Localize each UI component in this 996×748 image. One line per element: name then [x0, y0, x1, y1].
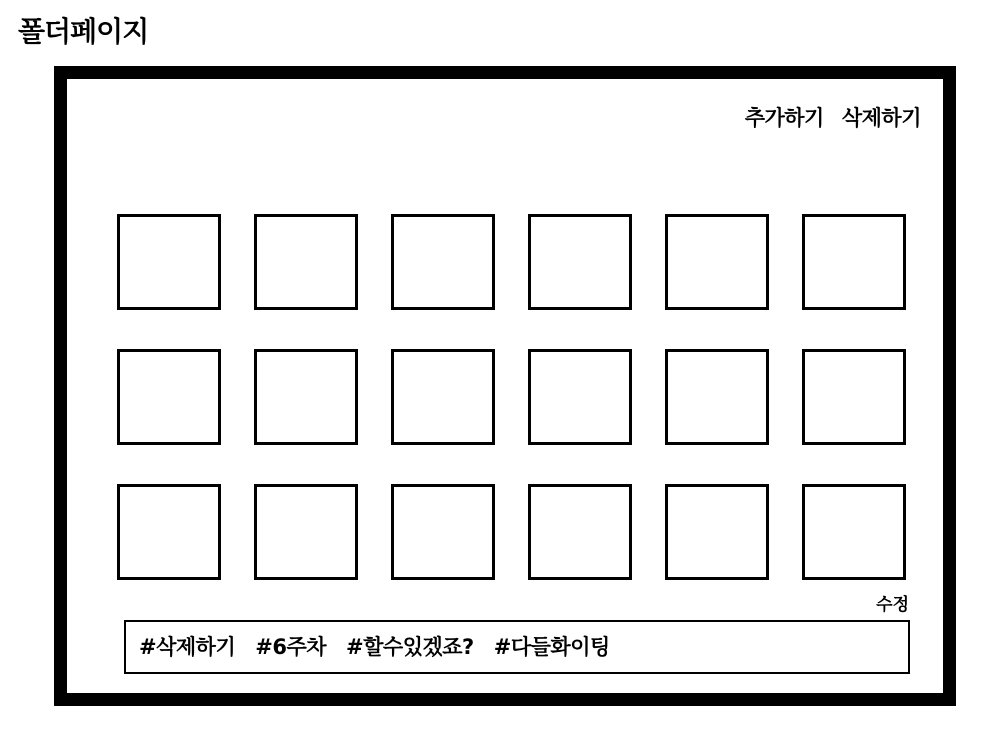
add-button[interactable]: 추가하기 — [744, 106, 824, 130]
edit-button[interactable]: 수정 — [876, 595, 909, 615]
folder-tile[interactable] — [391, 214, 495, 310]
folder-tile[interactable] — [254, 349, 358, 445]
tag[interactable]: #삭제하기 — [139, 635, 236, 659]
folder-tile[interactable] — [117, 349, 221, 445]
folder-grid — [117, 214, 906, 580]
folder-tile[interactable] — [665, 484, 769, 580]
folder-tile[interactable] — [802, 214, 906, 310]
folder-tile[interactable] — [528, 484, 632, 580]
folder-tile[interactable] — [802, 484, 906, 580]
folder-tile[interactable] — [528, 349, 632, 445]
folder-tile[interactable] — [117, 214, 221, 310]
delete-button[interactable]: 삭제하기 — [841, 106, 921, 130]
tag[interactable]: #6주차 — [255, 635, 327, 659]
folder-tile[interactable] — [254, 484, 358, 580]
top-actions — [745, 103, 921, 133]
folder-tile[interactable] — [254, 214, 358, 310]
tag[interactable]: #할수있겠죠? — [346, 635, 474, 659]
folder-tile[interactable] — [802, 349, 906, 445]
folder-tile[interactable] — [528, 214, 632, 310]
folder-panel — [54, 66, 956, 706]
tag-box — [124, 620, 910, 674]
tag[interactable]: #다들화이팅 — [493, 635, 610, 659]
folder-tile[interactable] — [665, 214, 769, 310]
folder-tile[interactable] — [391, 484, 495, 580]
folder-tile[interactable] — [391, 349, 495, 445]
page-title: 폴더페이지 — [18, 15, 149, 48]
folder-tile[interactable] — [665, 349, 769, 445]
folder-tile[interactable] — [117, 484, 221, 580]
